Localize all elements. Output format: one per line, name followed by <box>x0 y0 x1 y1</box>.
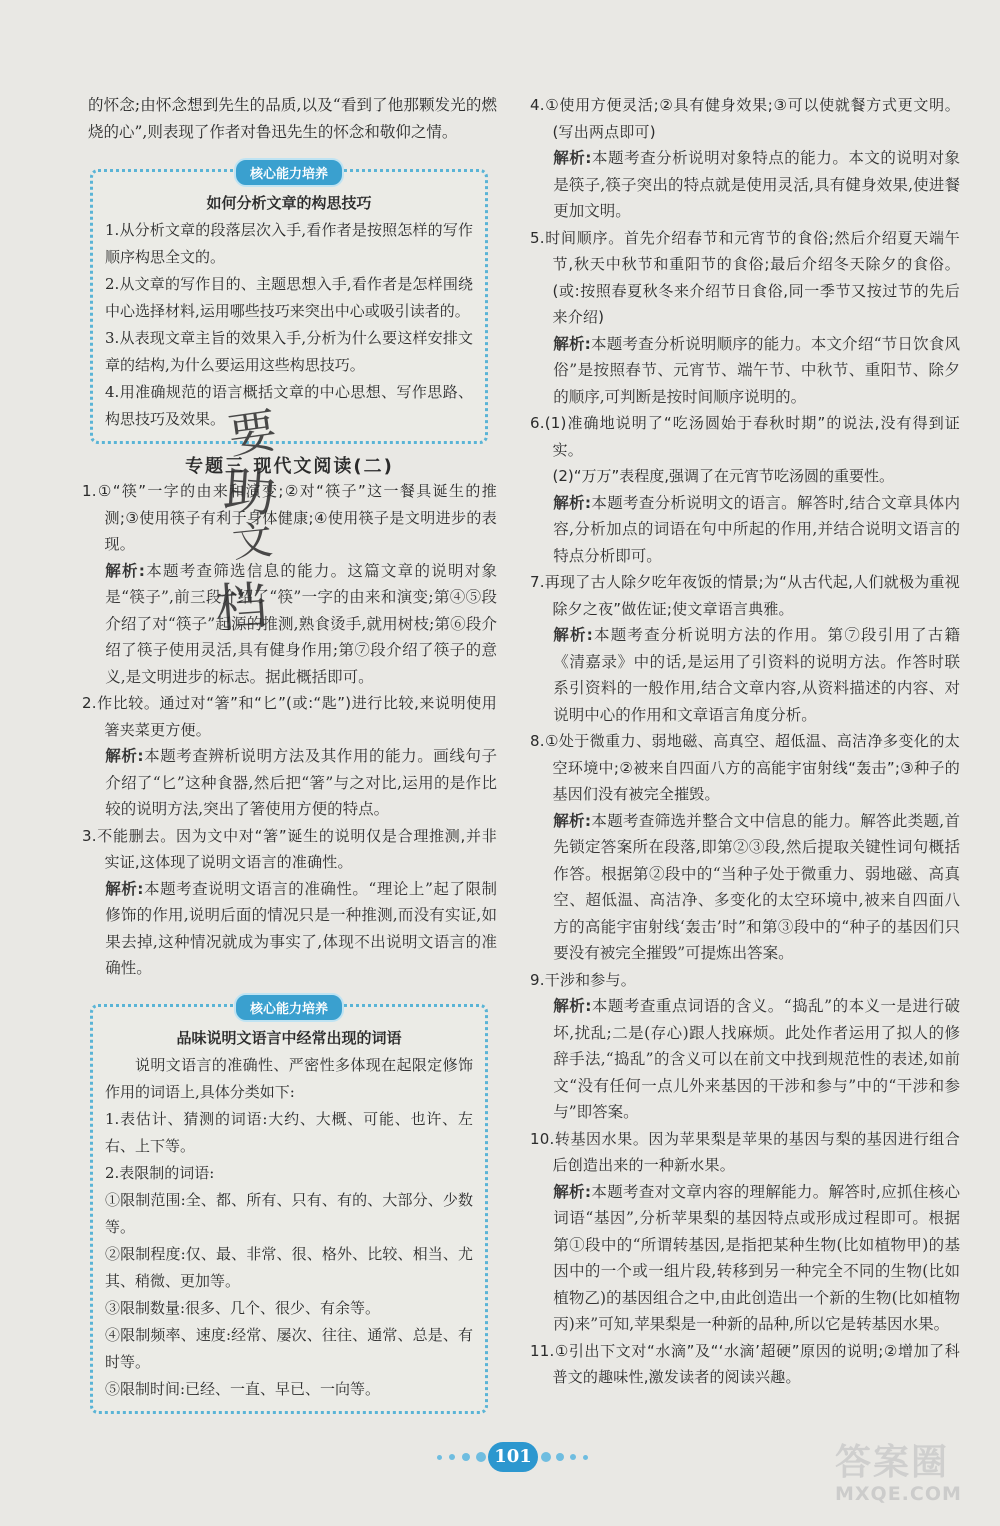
handwritten-mark-3: 文 <box>230 517 275 567</box>
tip-box-structure <box>90 169 488 444</box>
analysis-label: 解析: <box>553 626 593 644</box>
analysis-5 <box>530 331 960 411</box>
tip-item: ③限制数量:很多、几个、很少、有余等。 <box>105 1298 381 1317</box>
footer-dot-icon <box>437 1455 442 1460</box>
analysis-text: 本题考查筛选并整合文中信息的能力。解答此类题,首先锁定答案所在段落,即第②③段,然后提取关键性词句概括作答。根据第②段中的“当种子处于微重力、弱地磁、高真空、超低温、高洁净、多变化的太空环境中,被来自四面八方的高能宇宙射线‘轰击’时”和第③段中的“种子的基因们只要没有被完全摧毁”可提炼出答案。 <box>553 811 960 962</box>
footer-dot-icon <box>449 1454 455 1460</box>
answer-9: 9.干涉和参与。 <box>530 970 636 989</box>
answer-10: 10.转基因水果。因为苹果梨是苹果的基因与梨的基因进行组合后创造出来的一种新水果。 <box>530 1129 960 1174</box>
analysis-text: 本题考查分析说明文的语言。解答时,结合文章具体内容,分析加点的词语在句中所起的作用,并结合说明文语言的特点分析即可。 <box>553 493 960 565</box>
analysis-text: 本题考查分析说明方法的作用。第⑦段引用了古籍《清嘉录》中的话,是运用了引资料的说明方法。作答时联系引资料的一般作用,结合文章内容,从资料描述的内容、对说明中心的作用和文章语言角度分析。 <box>553 626 960 724</box>
footer-dot-icon <box>583 1455 588 1460</box>
answer-8: 8.①处于微重力、弱地磁、高真空、超低温、高洁净多变化的太空环境中;②被来自四面八方的高能宇宙射线“轰击”;③种子的基因们没有被完全摧毁。 <box>530 732 960 803</box>
analysis-text: 本题考查对文章内容的理解能力。解答时,应抓住核心词语“基因”,分析苹果梨的基因特点或形成过程即可。根据第①段中的“所谓转基因,是指把某种生物(比如植物甲)的基因中的一个或一组片段,转移到另一种完全不同的生物(比如植物乙)的基因组合之中,由此创造出一个新的生物(比如植物丙)来”可知,苹果梨是一种新的品种,所以它是转基因水果。 <box>553 1182 960 1333</box>
answer-5: 5.时间顺序。首先介绍春节和元宵节的食俗;然后介绍夏天端午节,秋天中秋节和重阳节的食俗;最后介绍冬天除夕的食俗。(或:按照春夏秋冬来介绍节日食俗,同一季节又按过节的先后来介绍) <box>530 228 960 326</box>
tip-badge: 核心能力培养 <box>234 158 344 187</box>
answer-2: 2.作比较。通过对“箸”和“匕”(或:“匙”)进行比较,来说明使用箸夹菜更方便。 <box>82 694 497 739</box>
analysis-label: 解析: <box>105 561 145 580</box>
tip-title: 如何分析文章的构思技巧 <box>206 194 372 212</box>
watermark-url: MXQE.COM <box>835 1483 962 1505</box>
analysis-2 <box>82 743 497 823</box>
analysis-text: 本题考查筛选信息的能力。这篇文章的说明对象是“筷子”,前三段介绍了“筷”一字的由来和演变;第④⑤段介绍了对“筷子”起源的推测,熟食烫手,就用树枝;第⑥段介绍了筷子使用灵活,具有健身作用;第⑦段介绍了筷子的意义,是文明进步的标志。据此概括即可。 <box>105 561 497 686</box>
handwritten-mark-1: 要 <box>224 402 281 466</box>
left-column <box>82 92 497 1414</box>
tip-item: ④限制频率、速度:经常、屡次、往往、通常、总是、有时等。 <box>105 1325 473 1371</box>
analysis-label: 解析: <box>105 879 144 898</box>
analysis-label: 解析: <box>553 1182 592 1201</box>
tip-title: 品味说明文语言中经常出现的词语 <box>176 1028 402 1047</box>
answer-6-part1: 6.(1)准确地说明了“吃汤圆始于春秋时期”的说法,没有得到证实。 <box>530 414 960 459</box>
analysis-label: 解析: <box>553 334 591 353</box>
analysis-8 <box>530 808 960 967</box>
tip-badge: 核心能力培养 <box>234 993 344 1022</box>
analysis-6 <box>530 490 960 570</box>
answer-1: 1.①“筷”一字的由来和演变;②对“筷子”这一餐具诞生的推测;③使用筷子有利于身体健康;④使用筷子是文明进步的表现。 <box>82 482 497 553</box>
tip-item: 2.从文章的写作目的、主题思想入手,看作者是怎样围绕中心选择材料,运用哪些技巧来突出中心或吸引读者的。 <box>105 275 473 320</box>
intro-paragraph: 的怀念;由怀念想到先生的品质,以及“看到了他那颗发光的燃烧的心”,则表现了作者对鲁迅先生的怀念和敬仰之情。 <box>88 96 497 141</box>
answer-4: 4.①使用方便灵活;②具有健身效果;③可以使就餐方式更文明。(写出两点即可) <box>530 96 960 141</box>
analysis-text: 本题考查说明文语言的准确性。“理论上”起了限制修饰的作用,说明后面的情况只是一种推测,而没有实证,如果去掉,这种情况就成为事实了,体现不出说明文语言的准确性。 <box>105 879 497 977</box>
analysis-label: 解析: <box>105 747 144 765</box>
footer-dot-icon <box>570 1454 576 1460</box>
analysis-3 <box>82 876 497 982</box>
tip-item: ②限制程度:仅、最、非常、很、格外、比较、相当、尤其、稍微、更加等。 <box>105 1244 473 1290</box>
analysis-4 <box>530 145 960 225</box>
tip-item: ①限制范围:全、都、所有、只有、有的、大部分、少数等。 <box>105 1190 473 1236</box>
tip-item: ⑤限制时间:已经、一直、早已、一向等。 <box>105 1379 381 1398</box>
tip-box-wording <box>90 1001 488 1414</box>
tip-intro: 说明文语言的准确性、严密性多体现在起限定修饰作用的词语上,具体分类如下: <box>105 1055 473 1101</box>
analysis-text: 本题考查辨析说明方法及其作用的能力。画线句子介绍了“匕”这种食器,然后把“箸”与之对比,运用的是作比较的说明方法,突出了箸使用方便的特点。 <box>105 747 497 818</box>
tip-item: 1.从分析文章的段落层次入手,看作者是按照怎样的写作顺序构思全文的。 <box>105 221 473 266</box>
tip-item: 2.表限制的词语: <box>105 1163 215 1182</box>
answer-6-part2: (2)“万万”表程度,强调了在元宵节吃汤圆的重要性。 <box>552 467 895 485</box>
analysis-1 <box>82 558 497 691</box>
footer-dot-icon <box>462 1453 470 1461</box>
analysis-7 <box>530 622 960 728</box>
tip-item: 4.用准确规范的语言概括文章的中心思想、写作思路、构思技巧及效果。 <box>105 383 473 428</box>
analysis-label: 解析: <box>553 811 592 830</box>
answer-3: 3.不能删去。因为文中对“箸”诞生的说明仅是合理推测,并非实证,这体现了说明文语言的准确性。 <box>82 826 497 871</box>
analysis-label: 解析: <box>553 493 592 512</box>
page-number: 101 <box>488 1442 538 1472</box>
analysis-9 <box>530 993 960 1126</box>
right-column <box>530 92 960 1391</box>
tip-item: 1.表估计、猜测的词语:大约、大概、可能、也许、左右、上下等。 <box>105 1109 473 1155</box>
handwritten-mark-2: 助 <box>221 461 278 525</box>
analysis-text: 本题考查分析说明对象特点的能力。本文的说明对象是筷子,筷子突出的特点就是使用灵活,具有健身效果,使进餐更加文明。 <box>553 149 960 220</box>
analysis-10 <box>530 1179 960 1338</box>
analysis-text: 本题考查重点词语的含义。“捣乱”的本义一是进行破坏,扰乱;二是(存心)跟人找麻烦。此处作者运用了拟人的修辞手法,“捣乱”的含义可以在前文中找到规范性的表述,如前文“没有任何一点儿外来基因的干涉和参与”中的“干涉和参与”即答案。 <box>553 997 960 1121</box>
section-title: 专题三 现代文阅读(二) <box>185 456 394 477</box>
site-watermark <box>835 1443 995 1523</box>
analysis-label: 解析: <box>553 997 592 1015</box>
tip-item: 3.从表现文章主旨的效果入手,分析为什么要这样安排文章的结构,为什么要运用这些构思技巧。 <box>105 329 473 374</box>
handwritten-mark-4: 档 <box>213 576 270 640</box>
footer-dot-icon <box>541 1452 551 1462</box>
answer-11: 11.①引出下文对“水滴”及“‘水滴’超硬”原因的说明;②增加了科普文的趣味性,激发读者的阅读兴趣。 <box>530 1341 960 1386</box>
analysis-label: 解析: <box>553 149 592 167</box>
watermark-logo: 答案圈 <box>835 1442 950 1483</box>
footer-dot-icon <box>476 1452 486 1462</box>
answer-7: 7.再现了古人除夕吃年夜饭的情景;为“从古代起,人们就极为重视除夕之夜”做佐证;使文章语言典雅。 <box>530 573 960 618</box>
analysis-text: 本题考查分析说明顺序的能力。本文介绍“节日饮食风俗”是按照春节、元宵节、端午节、中秋节、重阳节、除夕的顺序,可判断是按时间顺序说明的。 <box>553 334 960 406</box>
footer-dot-icon <box>556 1453 564 1461</box>
